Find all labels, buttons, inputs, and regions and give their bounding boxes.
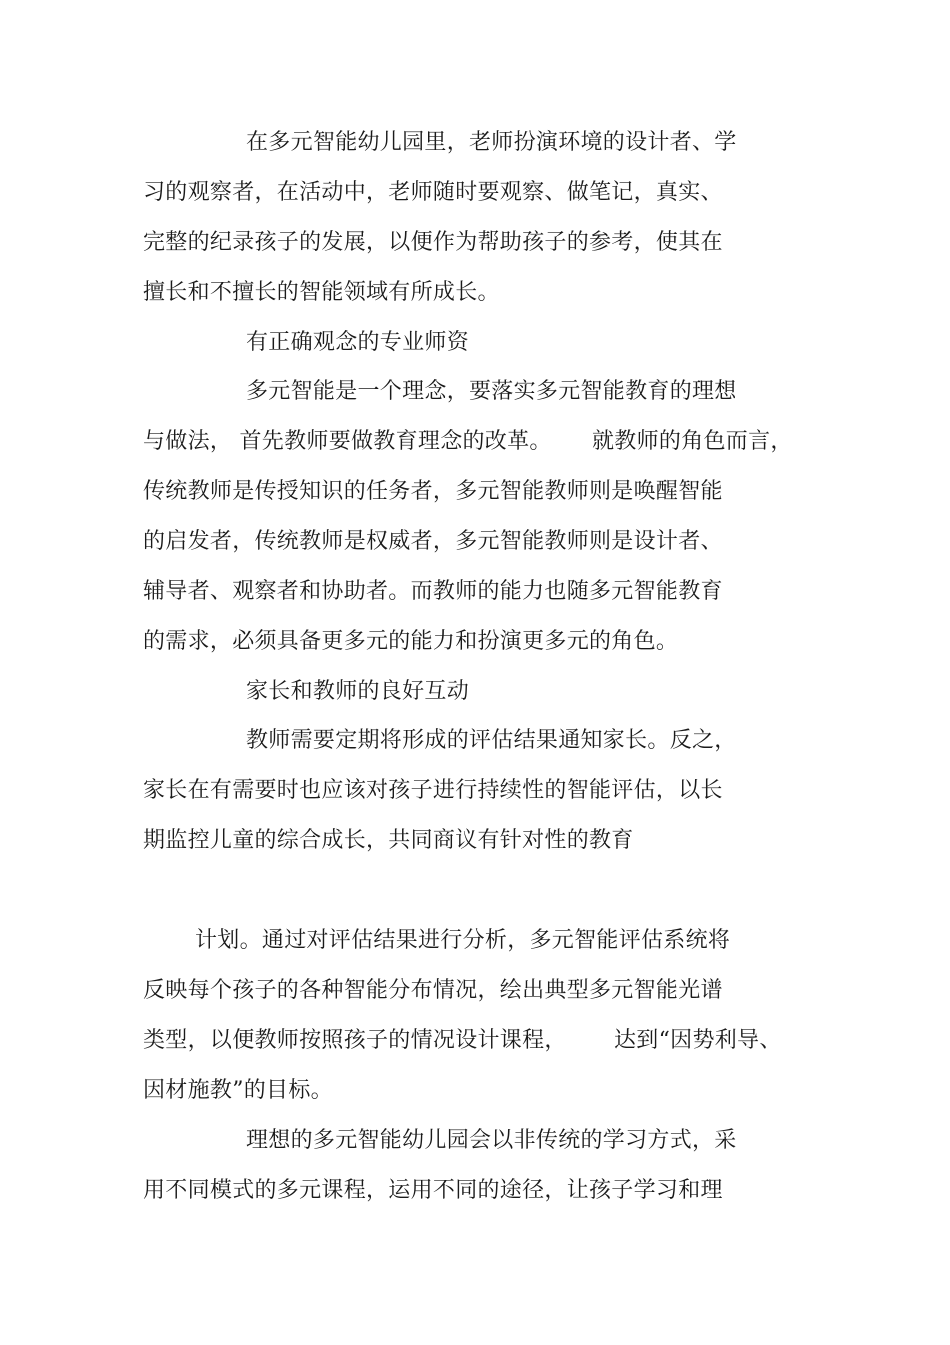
text-line: 理想的多元智能幼儿园会以非传统的学习方式，采	[246, 1128, 737, 1153]
text-line: 类型，以便教师按照孩子的情况设计课程，	[143, 1028, 567, 1053]
text-line: 传统教师是传授知识的任务者，多元智能教师则是唤醒智能	[143, 479, 723, 504]
text-line: 在多元智能幼儿园里，老师扮演环境的设计者、学	[246, 130, 737, 155]
text-line: 用不同模式的多元课程，运用不同的途径，让孩子学习和理	[143, 1178, 723, 1203]
text-line: 因材施教”的目标。	[143, 1078, 333, 1103]
text-line: 的需求，必须具备更多元的能力和扮演更多元的角色。	[143, 629, 679, 654]
section-heading: 有正确观念的专业师资	[246, 330, 470, 355]
text-line: 期监控儿童的综合成长，共同商议有针对性的教育	[143, 828, 634, 853]
text-line: 教师需要定期将形成的评估结果通知家长。反之，	[246, 728, 737, 753]
text-line: 习的观察者，在活动中，老师随时要观察、做笔记，真实、	[143, 180, 723, 205]
text-line: 辅导者、观察者和协助者。而教师的能力也随多元智能教育	[143, 579, 723, 604]
text-line: 擅长和不擅长的智能领域有所成长。	[143, 280, 500, 305]
text-line: 与做法， 首先教师要做教育理念的改革。	[143, 429, 552, 454]
text-line: 达到“因势利导、	[614, 1028, 782, 1053]
text-line: 的启发者，传统教师是权威者，多元智能教师则是设计者、	[143, 529, 723, 554]
text-line: 多元智能是一个理念，要落实多元智能教育的理想	[246, 379, 737, 404]
text-line: 计划。通过对评估结果进行分析，多元智能评估系统将	[195, 928, 731, 953]
text-line: 反映每个孩子的各种智能分布情况，绘出典型多元智能光谱	[143, 978, 723, 1003]
section-heading: 家长和教师的良好互动	[246, 679, 470, 704]
text-line: 家长在有需要时也应该对孩子进行持续性的智能评估，以长	[143, 778, 723, 803]
text-line: 完整的纪录孩子的发展，以便作为帮助孩子的参考，使其在	[143, 230, 723, 255]
text-line: 就教师的角色而言，	[592, 429, 793, 454]
